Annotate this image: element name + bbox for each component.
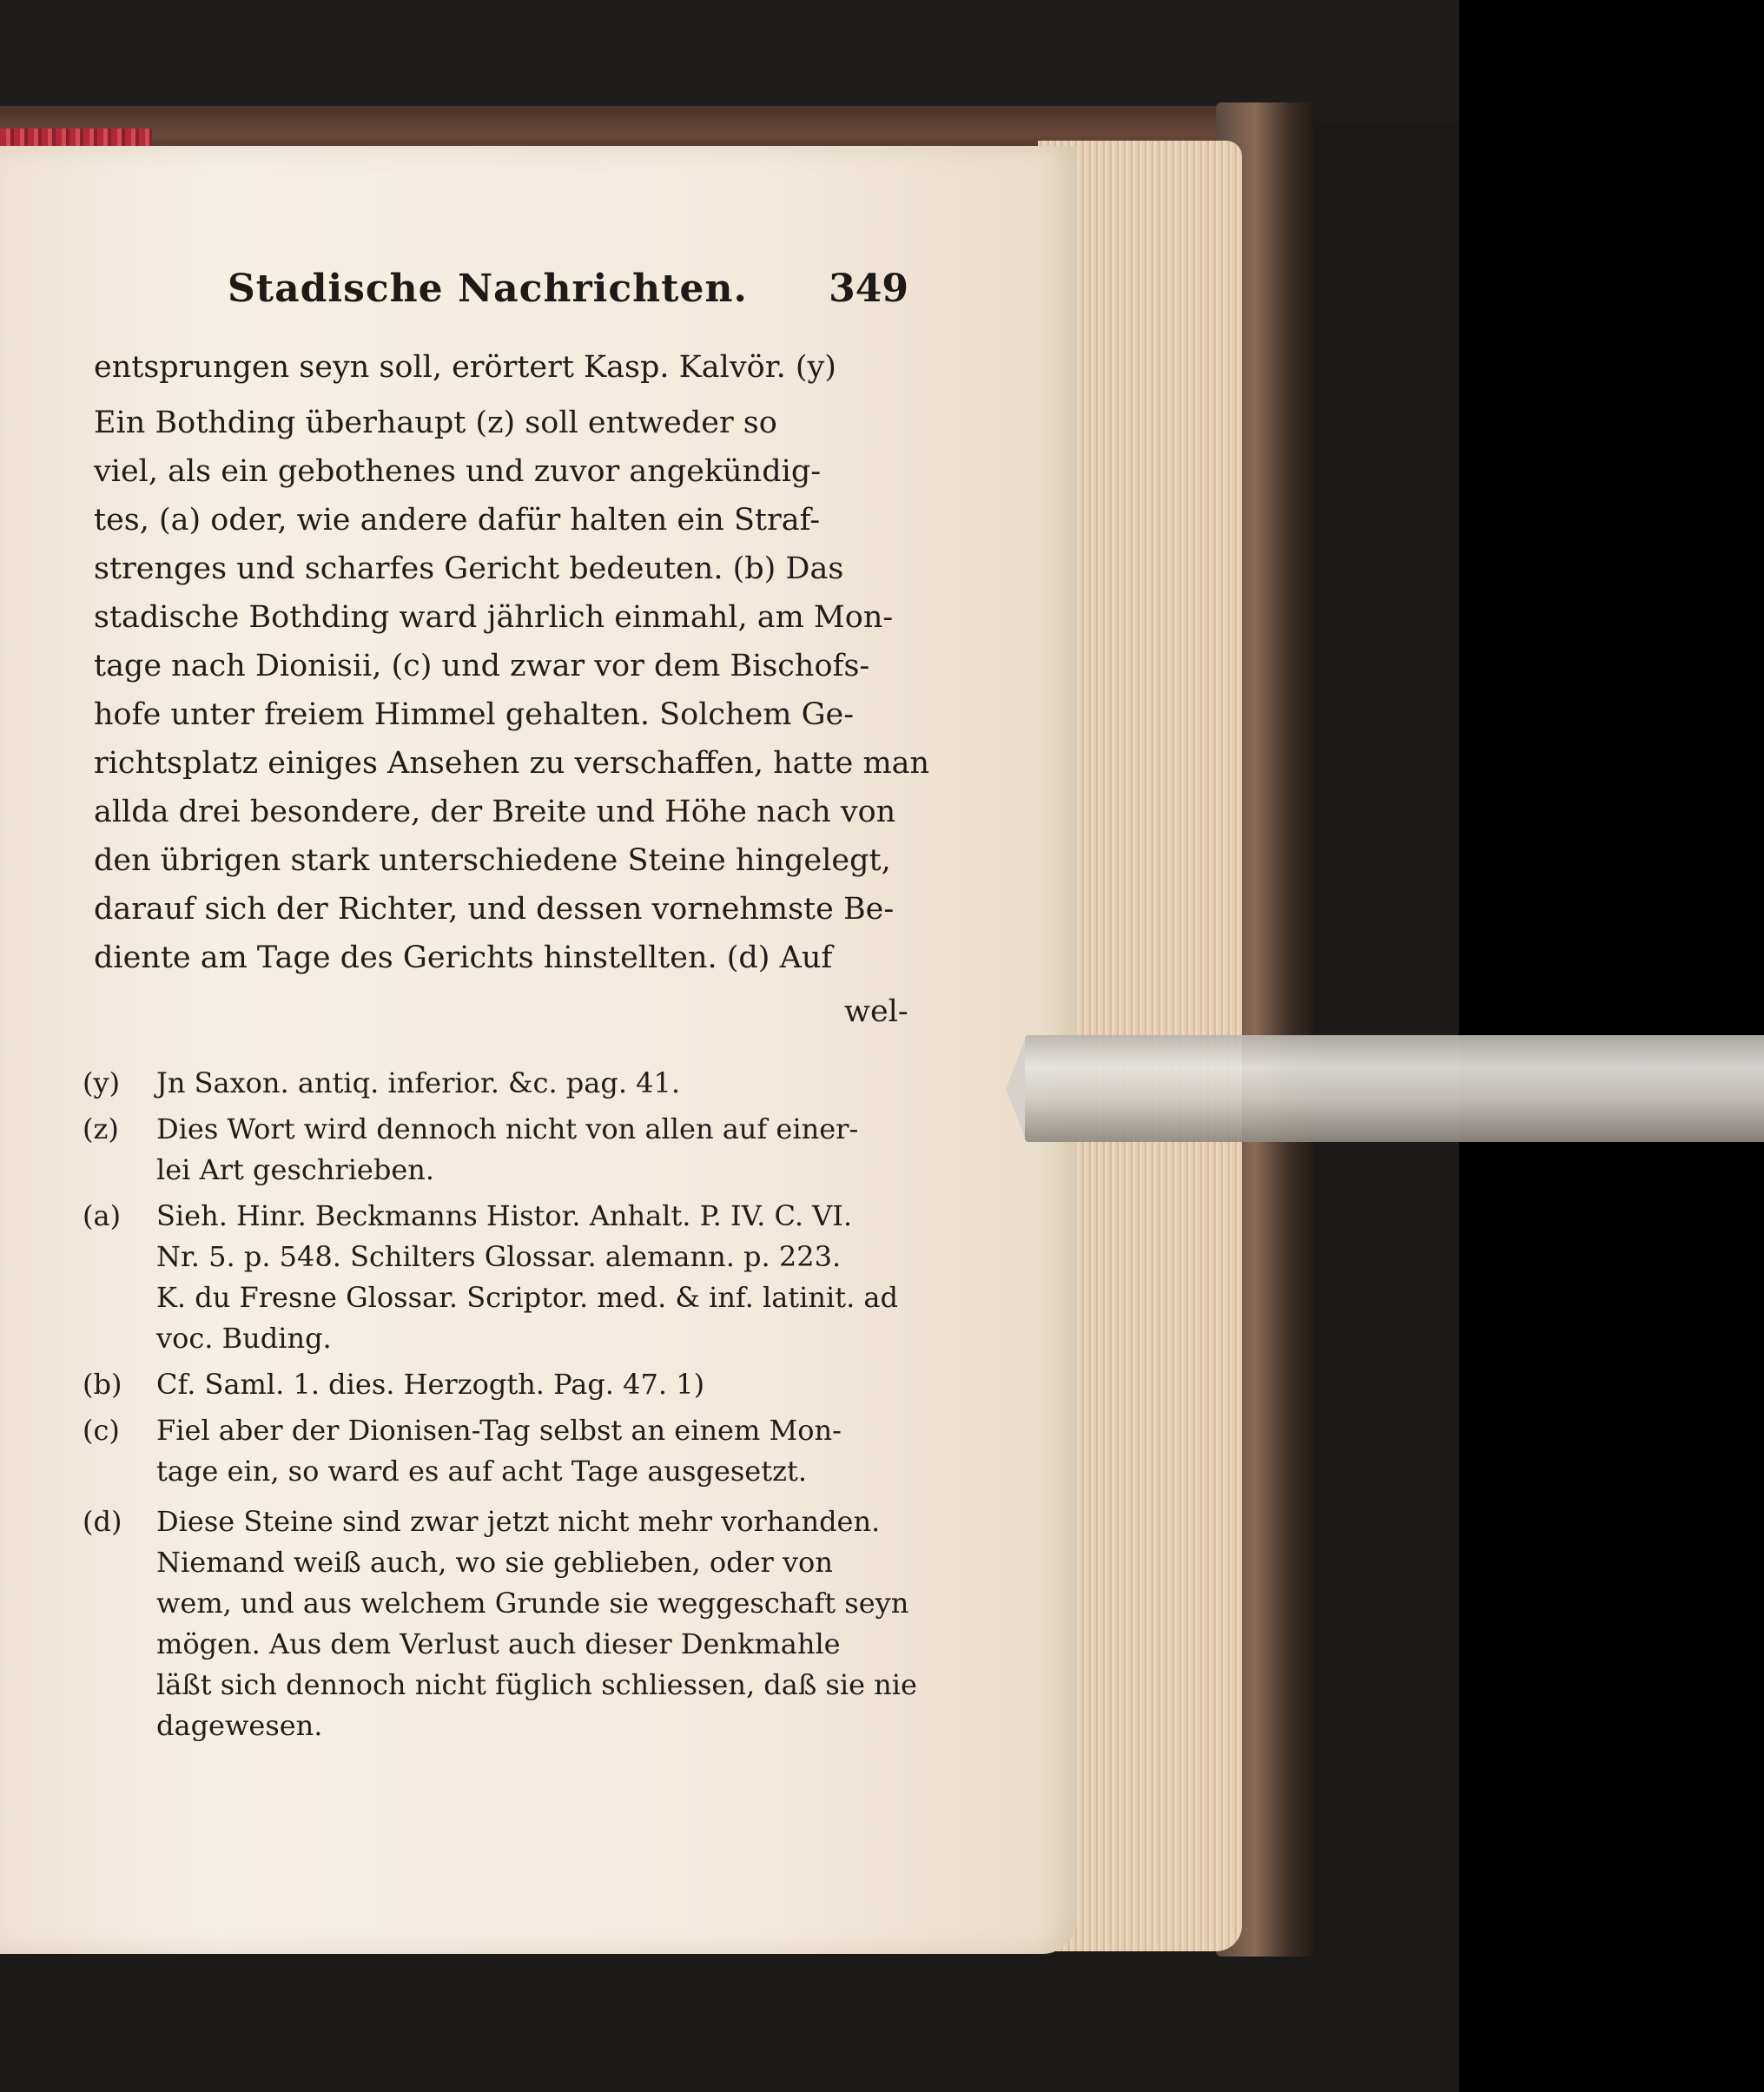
footnote-line: Jn Saxon. antiq. inferior. &c. pag. 41.: [156, 1066, 681, 1099]
body-line: strenges und scharfes Gericht bedeuten. (b) Das: [94, 551, 844, 586]
footnote-label: (d): [83, 1505, 122, 1538]
body-line: darauf sich der Richter, und dessen vornehmste Be-: [94, 892, 895, 927]
footnote-label: (c): [83, 1414, 120, 1447]
footnote-line: Sieh. Hinr. Beckmanns Histor. Anhalt. P. IV. C. VI.: [156, 1199, 853, 1232]
footnote-label: (z): [83, 1112, 119, 1145]
body-line: diente am Tage des Gerichts hinstellten. (d) Auf: [94, 940, 833, 975]
body-line: tage nach Dionisii, (c) und zwar vor dem Bischofs-: [94, 649, 870, 683]
footnote-line: K. du Fresne Glossar. Scriptor. med. & inf. latinit. ad: [156, 1281, 898, 1314]
catchword: wel-: [844, 994, 908, 1029]
body-line: tes, (a) oder, wie andere dafür halten ein Straf-: [94, 503, 821, 538]
footnote-line: Niemand weiß auch, wo sie geblieben, oder von: [156, 1546, 833, 1579]
running-title: Stadische Nachrichten.: [228, 267, 748, 311]
body-line: den übrigen stark unterschiedene Steine hingelegt,: [94, 843, 891, 878]
footnote-label: (y): [83, 1066, 121, 1099]
footnote-label: (a): [83, 1199, 122, 1232]
footnote-line: läßt sich dennoch nicht füglich schliessen, daß sie nie: [156, 1668, 917, 1701]
footnote-line: tage ein, so ward es auf acht Tage ausgesetzt.: [156, 1455, 807, 1488]
body-line: Ein Bothding überhaupt (z) soll entweder so: [94, 406, 777, 440]
footnote-line: Cf. Saml. 1. dies. Herzogth. Pag. 47. 1): [156, 1368, 705, 1401]
body-line: richtsplatz einiges Ansehen zu verschaffen, hatte man: [94, 746, 930, 781]
footnote-line: Dies Wort wird dennoch nicht von allen auf einer-: [156, 1112, 859, 1145]
page-clip-tip: [1006, 1035, 1027, 1142]
footnote-line: wem, und aus welchem Grunde sie weggeschaft seyn: [156, 1587, 909, 1620]
body-line: hofe unter freiem Himmel gehalten. Solchem Ge-: [94, 697, 855, 732]
footnote-line: Fiel aber der Dionisen-Tag selbst an einem Mon-: [156, 1414, 842, 1447]
footnote-line: Diese Steine sind zwar jetzt nicht mehr vorhanden.: [156, 1505, 881, 1538]
transparent-page-clip: [1025, 1035, 1764, 1142]
body-line: stadische Bothding ward jährlich einmahl, am Mon-: [94, 600, 894, 635]
page-number: 349: [829, 267, 908, 311]
footnote-line: dagewesen.: [156, 1709, 323, 1742]
footnote-line: Nr. 5. p. 548. Schilters Glossar. alemann. p. 223.: [156, 1240, 842, 1273]
body-line: entsprungen seyn soll, erörtert Kasp. Kalvör. (y): [94, 350, 836, 385]
footnote-line: lei Art geschrieben.: [156, 1153, 435, 1186]
footnote-line: voc. Buding.: [156, 1322, 332, 1355]
footnote-line: mögen. Aus dem Verlust auch dieser Denkmahle: [156, 1627, 841, 1660]
body-line: viel, als ein gebothenes und zuvor angekündig-: [94, 454, 822, 489]
footnote-label: (b): [83, 1368, 122, 1401]
body-line: allda drei besondere, der Breite und Höhe nach von: [94, 795, 896, 829]
running-header: [228, 256, 922, 317]
